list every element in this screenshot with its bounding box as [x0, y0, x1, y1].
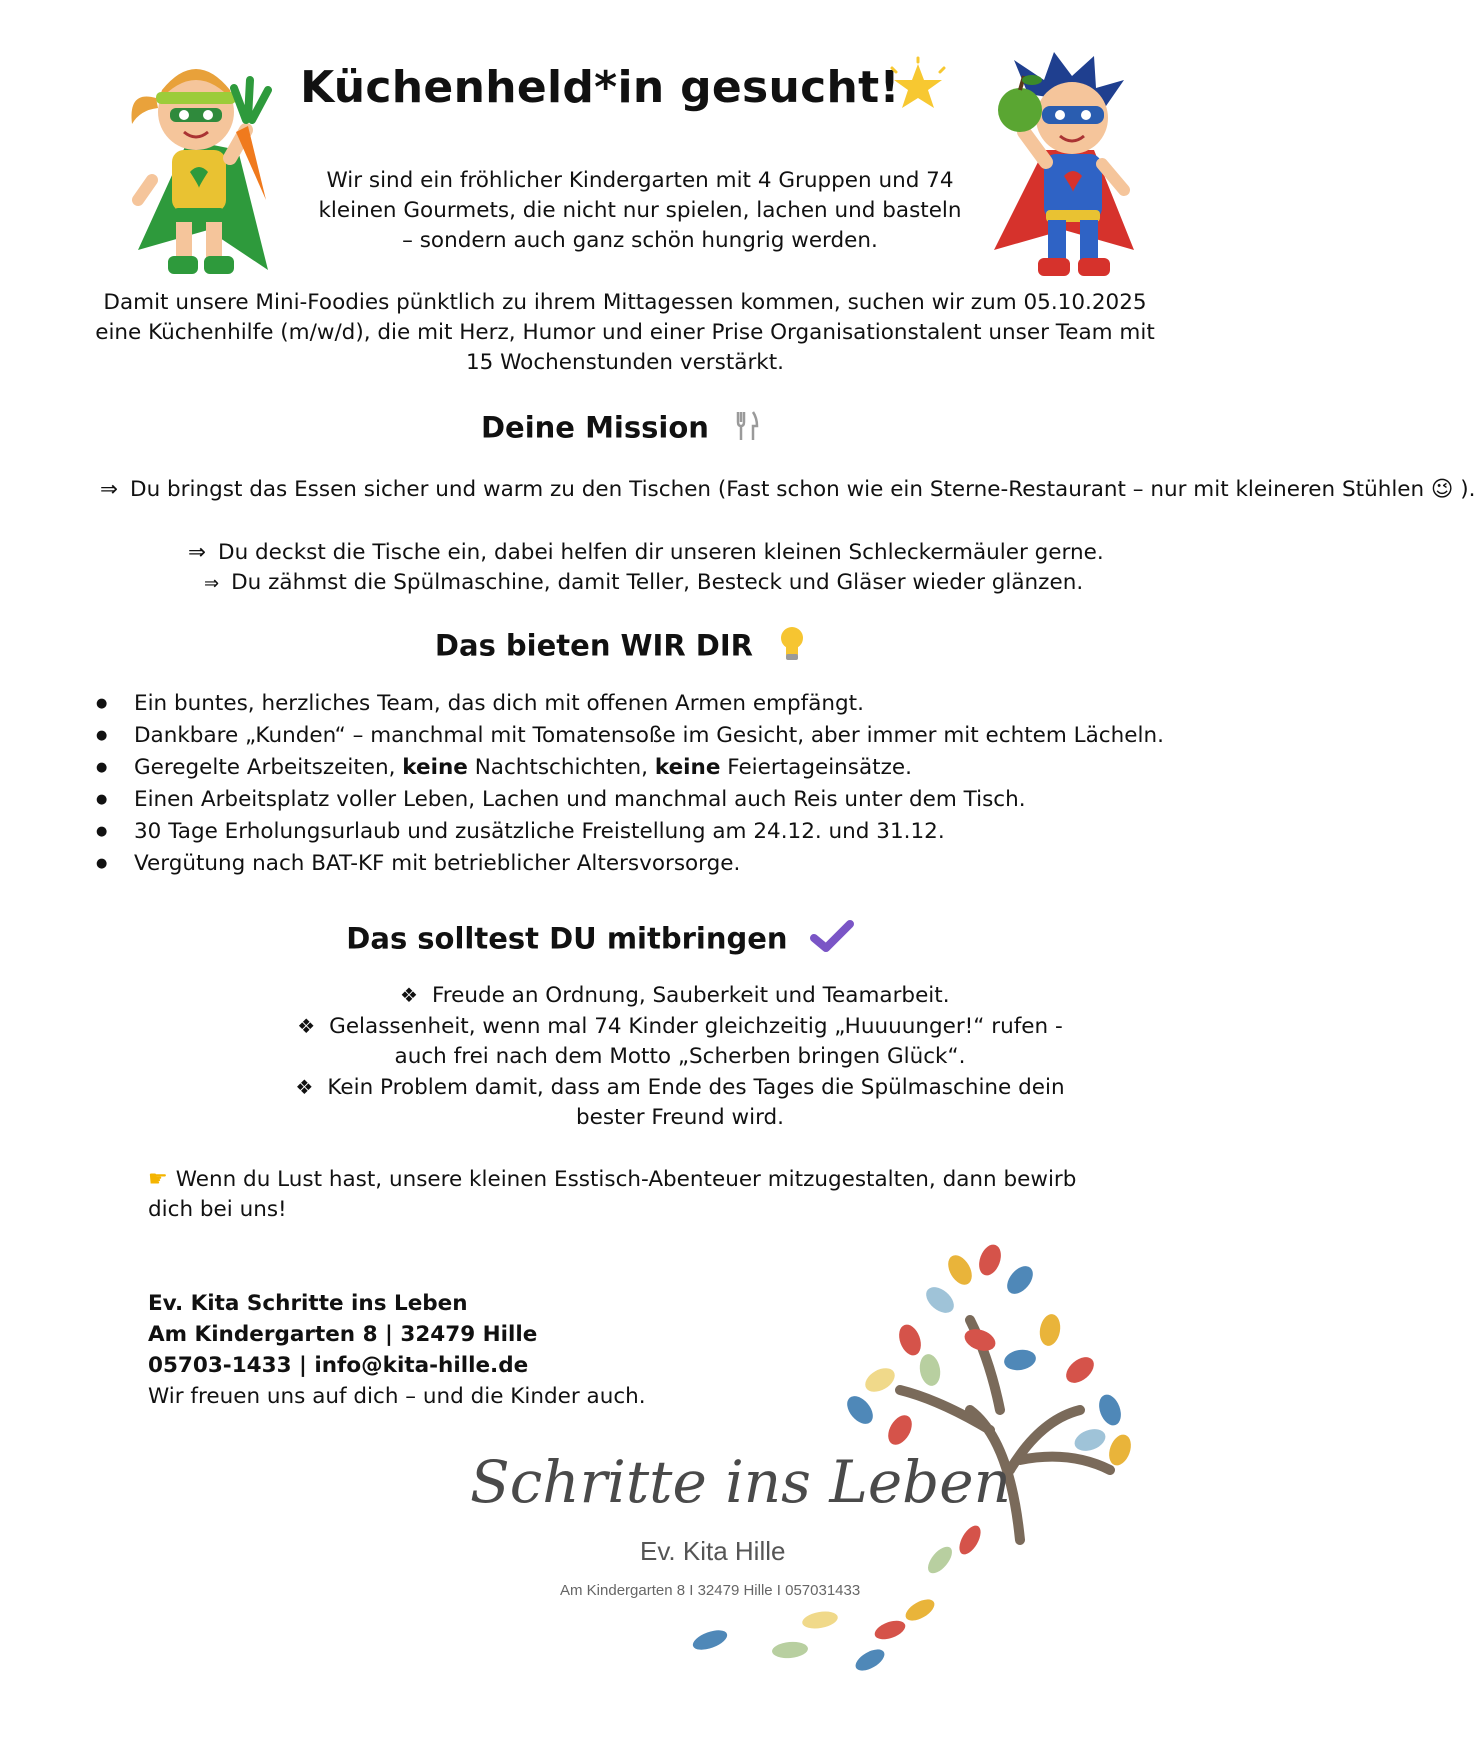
list-item: ● Vergütung nach BAT-KF mit betrieblicher Altersvorsorge.	[96, 848, 1164, 880]
mission-item-1	[100, 475, 1475, 505]
page-title: Küchenheld*in gesucht!	[300, 62, 900, 113]
lightbulb-icon	[779, 625, 805, 670]
hero-boy-illustration	[984, 50, 1154, 280]
mission-item-3	[204, 568, 1083, 599]
requirements-heading-text: Das solltest DU mitbringen	[346, 921, 788, 956]
mission-heading	[300, 410, 940, 449]
requirement-text: Freude an Ordnung, Sauberkeit und Teamarbeit.	[431, 983, 950, 1008]
list-item: ● 30 Tage Erholungsurlaub und zusätzliche Freistellung am 24.12. und 31.12.	[96, 816, 1164, 848]
diamond-icon: ❖	[400, 983, 418, 1007]
contact-phone-email: 05703-1433 | info@kita-hille.de	[148, 1353, 529, 1378]
pointing-hand-icon: ☛	[148, 1167, 168, 1192]
list-item-text: Geregelte Arbeitszeiten,	[134, 755, 403, 780]
call-to-action	[148, 1165, 1098, 1225]
emphasis-keine: keine	[402, 755, 468, 780]
logo-address: Am Kindergarten 8 I 32479 Hille I 057031433	[560, 1582, 861, 1599]
hero-girl-illustration	[118, 50, 298, 280]
list-item: ● Dankbare „Kunden“ – manchmal mit Tomatensoße im Gesicht, aber immer mit echtem Lächeln.	[96, 720, 1164, 752]
mission-item-2	[188, 538, 1104, 568]
list-item	[96, 752, 1164, 784]
contact-closing: Wir freuen uns auf dich – und die Kinder auch.	[148, 1384, 646, 1409]
intro-text: Wir sind ein fröhlicher Kindergarten mit 4 Gruppen und 74 kleinen Gourmets, die nicht nur spielen, lachen und basteln – sondern auch ganz schön hungrig werden.	[318, 168, 962, 253]
contact-address: Am Kindergarten 8 | 32479 Hille	[148, 1322, 538, 1347]
requirement-item-2	[290, 1011, 1070, 1072]
contact-name: Ev. Kita Schritte ins Leben	[148, 1291, 468, 1316]
requirement-item-3	[290, 1072, 1070, 1133]
footprints-illustration	[670, 1500, 1020, 1680]
mission-item-text: Du deckst die Tische ein, dabei helfen dir unseren kleinen Schleckermäuler gerne.	[218, 540, 1104, 565]
diamond-icon: ❖	[295, 1075, 314, 1099]
offers-heading	[300, 625, 940, 670]
arrow-icon: ⇒	[188, 540, 207, 565]
requirement-text: Gelassenheit, wenn mal 74 Kinder gleichzeitig „Huuuunger!“ rufen - auch frei nach dem Motto „Scherben bringen Glück“.	[329, 1014, 1063, 1069]
mission-item-text: Du bringst das Essen sicher und warm zu den Tischen (Fast schon wie ein Sterne-Restaurant – nur mit kleineren Stühlen 😉 ).	[130, 477, 1475, 502]
requirement-text: Kein Problem damit, dass am Ende des Tages die Spülmaschine dein bester Freund wird.	[327, 1075, 1065, 1130]
diamond-icon: ❖	[297, 1014, 316, 1038]
check-icon	[810, 920, 854, 961]
list-item-text: Nachtschichten,	[467, 755, 655, 780]
arrow-icon: ⇒	[204, 573, 220, 594]
logo-script-text: Schritte ins Leben	[470, 1448, 1011, 1516]
logo-subtitle: Ev. Kita Hille	[640, 1536, 786, 1566]
list-item-text: Feiertageinsätze.	[720, 755, 912, 780]
fork-knife-icon	[735, 410, 759, 449]
mission-item-text: Du zähmst die Spülmaschine, damit Teller, Besteck und Gläser wieder glänzen.	[231, 570, 1084, 595]
cta-text: Wenn du Lust hast, unsere kleinen Esstisch-Abenteuer mitzugestalten, dann bewirb dich bei uns!	[148, 1167, 1077, 1222]
contact-block	[148, 1288, 646, 1412]
list-item: ● Einen Arbeitsplatz voller Leben, Lachen und manchmal auch Reis unter dem Tisch.	[96, 784, 1164, 816]
offers-heading-text: Das bieten WIR DIR	[434, 628, 753, 663]
sparkle-icon	[888, 58, 948, 114]
mission-heading-text: Deine Mission	[480, 410, 709, 445]
requirement-item-1	[400, 980, 950, 1011]
requirements-heading	[330, 920, 870, 961]
arrow-icon: ⇒	[100, 477, 119, 502]
job-offer-text: Damit unsere Mini-Foodies pünktlich zu ihrem Mittagessen kommen, suchen wir zum 05.10.2025 eine Küchenhilfe (m/w/d), die mit Herz, Humor und einer Prise Organisationstalent unser Team mit 15 Wochenstunden verstärkt.	[95, 290, 1155, 375]
list-item: ● Ein buntes, herzliches Team, das dich mit offenen Armen empfängt.	[96, 688, 1164, 720]
emphasis-keine: keine	[654, 755, 721, 780]
offers-list	[96, 688, 1164, 880]
